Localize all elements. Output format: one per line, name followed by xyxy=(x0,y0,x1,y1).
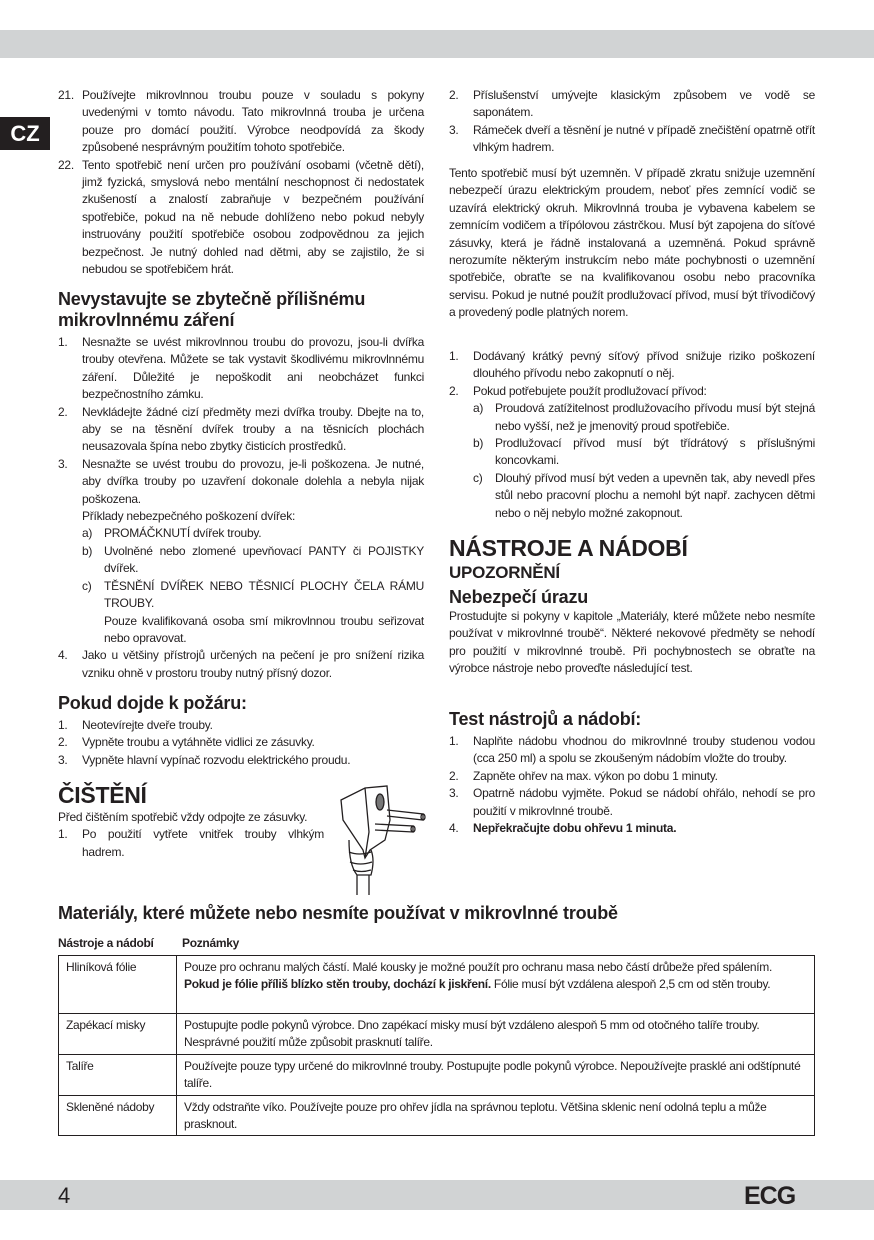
table-cell-item: Hliníková fólie xyxy=(59,956,177,1014)
item-letter: c) xyxy=(473,470,483,485)
item-text: Uvolněné nebo zlomené upevňovací PANTY či POJISTKY dvířek. xyxy=(104,543,424,576)
item-number: 1. xyxy=(449,734,459,748)
item-text: Nepřekračujte dobu ohřevu 1 minuta. xyxy=(473,821,677,836)
item-letter: a) xyxy=(473,401,484,416)
header-bar xyxy=(0,30,874,58)
column-header-tools: Nástroje a nádobí xyxy=(58,936,154,950)
note-text: Pouze pro ochranu malých částí. Malé kousky je možné použít pro ochranu masa nebo částí drůbeže před spálením. xyxy=(184,960,773,974)
warning-heading: UPOZORNĚNÍ xyxy=(449,563,560,582)
item-text: Tento spotřebič není určen pro používání osobami (včetně dětí), jimž fyzická, smyslová nebo mentální neschopnost či nedostatek zkušeností a znalostí zabraňuje v bezpečném používání spotřebiče, pokud na ně nebude dohlíženo nebo pokud nebyly instruovány použití spotřebiče osobou zodpovědnou za jejich bezpečnost. Je nutný dohled nad dětmi, aby se zajistilo, že si nebudou se spotřebičem hrát. xyxy=(82,157,424,277)
item-text: Nevkládejte žádné cizí předměty mezi dvířka trouby. Dbejte na to, aby se na těsnění dvířek trouby a na těsnicích plochách neusazovala špína nebo zbytky čisticích prostředků. xyxy=(82,404,424,454)
list-item xyxy=(58,456,424,647)
item-number: 2. xyxy=(449,383,459,398)
table-cell-note: Používejte pouze typy určené do mikrovlnné trouby. Postupujte podle pokynů výrobce. Nepoužívejte prasklé ani odštípnuté talíře. xyxy=(177,1054,815,1095)
table-header xyxy=(58,936,815,952)
note-bold-text: Pokud je fólie příliš blízko stěn trouby, dochází k jiskření. xyxy=(184,977,491,992)
table-row xyxy=(59,956,815,1014)
item-text: Jako u většiny přístrojů určených na pečení je pro snížení rizika vzniku ohně v prostoru trouby nutný přísný dozor. xyxy=(82,648,424,680)
list-item xyxy=(58,717,424,734)
table-cell-item: Skleněné nádoby xyxy=(59,1095,177,1136)
item-text: Příslušenství umývejte klasickým způsobem ve vodě se saponátem. xyxy=(473,88,815,120)
item-text: Rámeček dveří a těsnění je nutné v případě znečištění opatrně otřít vlhkým hadrem. xyxy=(473,122,815,155)
item-text: Opatrně nádobu vyjměte. Pokud se nádobí ohřálo, nehodí se pro použití v mikrovlnné troubě. xyxy=(473,786,815,818)
examples-label: Příklady nebezpečného poškození dvířek: xyxy=(82,509,296,524)
item-number: 3. xyxy=(58,752,68,767)
injury-text: Prostudujte si pokyny v kapitole „Materiály, které můžete nebo nesmíte používat v mikrovlnné troubě“. Některé nekovové předměty se nehodí pro použití v mikrovlnné troubě. Při pochybnostech se obraťte na výrobce nástroje nebo proveďte následující test. xyxy=(449,609,815,676)
fire-section xyxy=(58,693,424,769)
table-cell-item: Zapékací misky xyxy=(59,1014,177,1055)
table-cell-note xyxy=(177,956,815,1014)
item-number: 1. xyxy=(58,335,68,349)
item-number: 2. xyxy=(449,768,459,783)
item-letter: c) xyxy=(82,578,92,593)
table-cell-note: Postupujte podle pokynů výrobce. Dno zapékací misky musí být vzdáleno alespoň 5 mm od otočného talíře trouby. Nesprávné použití může způsobit prasknutí talíře. xyxy=(177,1014,815,1055)
column-header-notes: Poznámky xyxy=(182,936,239,950)
item-note: Pouze kvalifikovaná osoba smí mikrovlnnou troubu seřizovat nebo opravovat. xyxy=(104,613,424,645)
item-text: Vypněte troubu a vytáhněte vidlici ze zásuvky. xyxy=(82,735,315,750)
item-number: 3. xyxy=(449,786,459,801)
language-tab: CZ xyxy=(0,117,50,150)
item-text: Používejte mikrovlnnou troubu pouze v souladu s pokyny uvedenými v tomto návodu. Tato mikrovlnná trouba je určena pouze pro domácí použití. Výrobce neodpovídá za škody způsobené nesprávným použitím tohoto spotřebiče. xyxy=(82,88,424,155)
plug-illustration-icon xyxy=(335,780,430,895)
materials-section xyxy=(58,903,815,1136)
item-text: PROMÁČKNUTÍ dvířek trouby. xyxy=(104,526,262,541)
item-text: Po použití vytřete vnitřek trouby vlhkým hadrem. xyxy=(82,827,324,859)
list-item xyxy=(58,87,424,157)
list-item xyxy=(58,157,424,279)
item-text: Naplňte nádobu vhodnou do mikrovlnné trouby studenou vodou (cca 250 ml) a spolu se zkoušeným nádobím vložte do trouby. xyxy=(473,734,815,766)
item-number: 1. xyxy=(58,718,68,732)
left-intro-list xyxy=(58,87,424,278)
injury-heading: Nebezpečí úrazu xyxy=(449,587,589,607)
grounding-text: Tento spotřebič musí být uzemněn. V případě zkratu snižuje uzemnění nebezpečí úrazu elektrickým proudem, neboť přes zemnící vodič se uzavírá elektrický okruh. Mikrovlnná trouba je vybavena kabelem se zemnícím vodičem a třípólovou zástrčkou. Musí být zapojena do síťové zásuvky, která je řádně instalovaná a uzemněná. Pokud správně nerozumíte některým instrukcím nebo máte pochybnosti o uzemnění spotřebiče, obraťte se na kvalifikovanou osobu nebo pracovníka servisu. Pokud je nutné použít prodlužovací přívod, musí být třívodičový a provedený podle platných norem. xyxy=(449,166,815,320)
item-text: Dodávaný krátký pevný síťový přívod snižuje riziko poškození dlouhého přívodu nebo zakopnutí o něj. xyxy=(473,349,815,381)
list-item xyxy=(449,122,815,157)
tools-section xyxy=(449,535,815,678)
item-text: Prodlužovací přívod musí být třídrátový s příslušnými koncovkami. xyxy=(495,436,815,468)
item-number: 2. xyxy=(58,735,68,750)
list-item xyxy=(449,383,815,522)
list-item xyxy=(58,734,424,751)
sub-item xyxy=(473,400,815,435)
item-text: Vypněte hlavní vypínač rozvodu elektrického proudu. xyxy=(82,752,351,767)
right-cleaning-list xyxy=(449,87,815,157)
item-number: 22. xyxy=(58,157,74,172)
footer-bar xyxy=(0,1180,874,1210)
table-row xyxy=(59,1014,815,1055)
item-letter: b) xyxy=(82,543,93,558)
item-number: 2. xyxy=(58,404,68,419)
item-letter: b) xyxy=(473,436,484,451)
item-number: 3. xyxy=(449,122,459,137)
grounding-section xyxy=(449,165,815,322)
materials-title: Materiály, které můžete nebo nesmíte používat v mikrovlnné troubě xyxy=(58,903,618,923)
sub-item xyxy=(82,543,424,578)
item-number: 21. xyxy=(58,88,74,102)
list-item xyxy=(449,820,815,837)
cleaning-heading: ČIŠTĚNÍ xyxy=(58,782,147,808)
cleaning-text: Před čištěním spotřebič vždy odpojte ze zásuvky. xyxy=(58,810,308,824)
page-number: 4 xyxy=(58,1183,71,1208)
radiation-heading: Nevystavujte se zbytečně přílišnému mikrovlnnému záření xyxy=(58,289,366,330)
sub-item xyxy=(82,578,424,648)
sub-item xyxy=(473,470,815,522)
item-number: 1. xyxy=(58,827,68,842)
sub-item xyxy=(473,435,815,470)
cleaning-section xyxy=(58,782,324,861)
table-cell-item: Talíře xyxy=(59,1054,177,1095)
list-item xyxy=(449,733,815,768)
item-letter: a) xyxy=(82,526,93,541)
brand-logo: ECG xyxy=(744,1182,796,1210)
list-item xyxy=(449,348,815,383)
list-item xyxy=(449,87,815,122)
test-heading: Test nástrojů a nádobí: xyxy=(449,709,642,729)
item-text: Dlouhý přívod musí být veden a upevněn tak, aby nevedl přes stůl nebo pracovní plochu a nemohl být např. zachycen dětmi nebo o něj nebylo možné zakopnout. xyxy=(495,470,815,520)
radiation-section xyxy=(58,289,424,682)
table-row xyxy=(59,1095,815,1136)
item-text: Neotevírejte dveře trouby. xyxy=(82,718,213,732)
table-row xyxy=(59,1054,815,1095)
list-item xyxy=(58,334,424,404)
list-item xyxy=(58,404,424,456)
item-text: Proudová zatížitelnost prodlužovacího přívodu musí být stejná nebo vyšší, než je jmenovitý proud spotřebiče. xyxy=(495,401,815,433)
item-number: 1. xyxy=(449,349,459,363)
item-number: 4. xyxy=(58,648,68,663)
item-text: Nesnažte se uvést mikrovlnnou troubu do provozu, jsou-li dvířka trouby otevřena. Můžete se tak vystavit škodlivému mikrovlnnému záření. Důležité je nepoškodit ani neobcházet funkci bezpečnostního zámku. xyxy=(82,335,424,402)
tools-heading: NÁSTROJE A NÁDOBÍ xyxy=(449,535,688,561)
table-cell-note: Vždy odstraňte víko. Používejte pouze pro ohřev jídla na správnou teplotu. Většina sklenic není odolná teplu a může prasknout. xyxy=(177,1095,815,1136)
sub-item xyxy=(82,525,424,542)
item-number: 4. xyxy=(449,821,459,836)
item-text: Pokud potřebujete použít prodlužovací přívod: xyxy=(473,383,707,398)
item-text: Nesnažte se uvést troubu do provozu, je-li poškozena. Je nutné, aby dvířka trouby po uzavření dokonale dolehla a nebyla nijak poškozena. xyxy=(82,456,424,506)
test-section xyxy=(449,709,815,837)
list-item xyxy=(449,785,815,820)
list-item xyxy=(58,752,424,769)
materials-table xyxy=(58,955,815,1136)
note-text: Fólie musí být vzdálena alespoň 2,5 cm od stěn trouby. xyxy=(490,977,771,992)
item-text: TĚSNĚNÍ DVÍŘEK NEBO TĚSNICÍ PLOCHY ČELA RÁMU TROUBY. xyxy=(104,578,424,611)
fire-heading: Pokud dojde k požáru: xyxy=(58,693,247,713)
list-item xyxy=(58,647,424,682)
item-text: Zapněte ohřev na max. výkon po dobu 1 minuty. xyxy=(473,768,718,783)
cord-list xyxy=(449,348,815,522)
list-item xyxy=(449,768,815,785)
item-number: 3. xyxy=(58,456,68,471)
item-number: 2. xyxy=(449,88,459,102)
list-item xyxy=(58,826,324,861)
